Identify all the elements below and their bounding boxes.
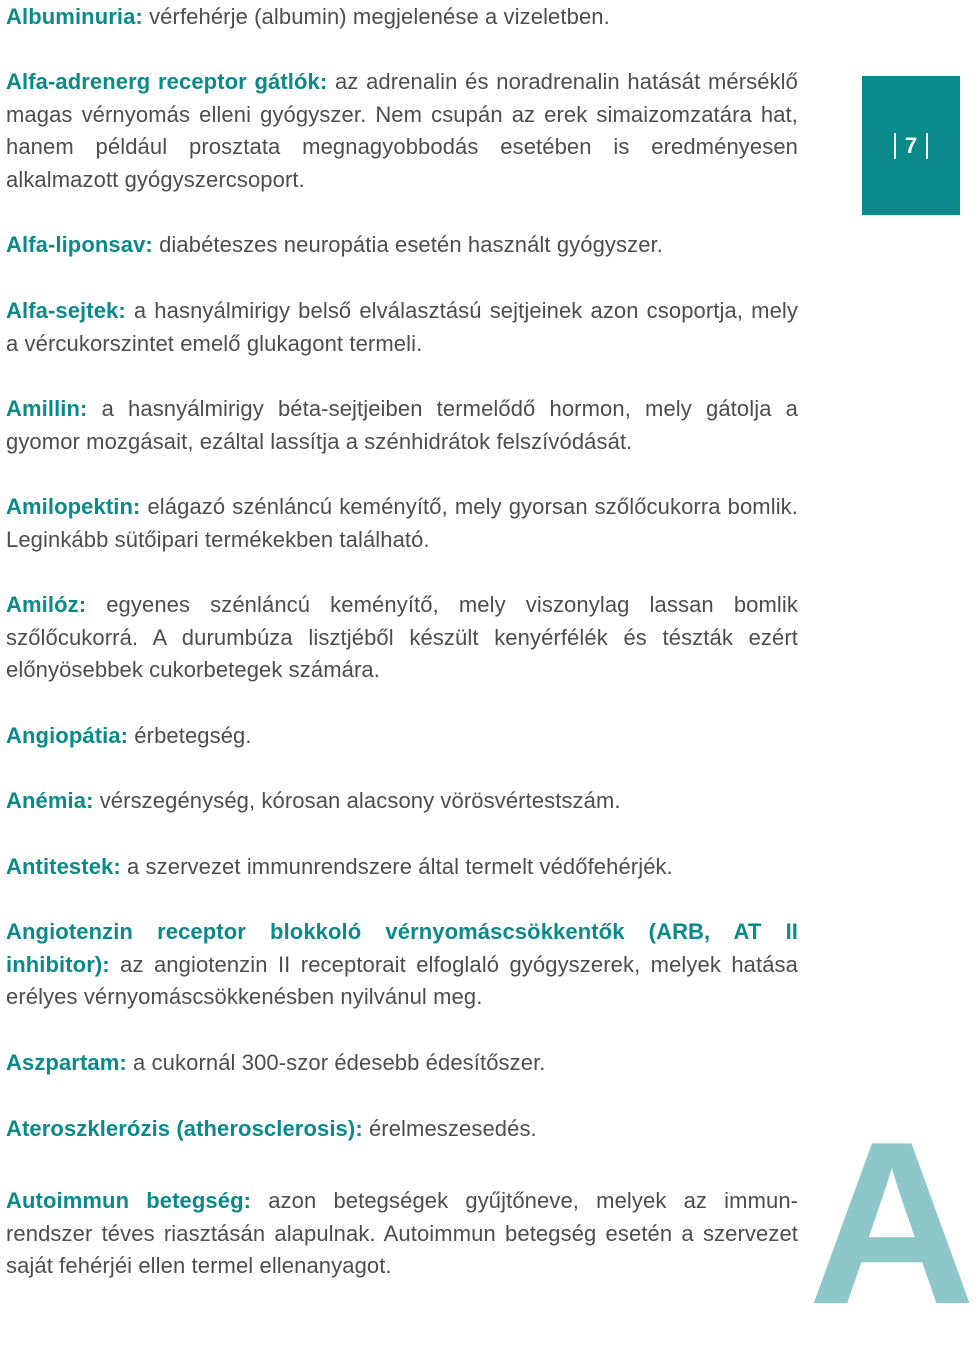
entry-term: Antitestek: <box>6 854 121 879</box>
entry-definition: egyenes szénláncú keményítő, mely viszonylag lassan bomlik szőlőcukorrá. A durumbúza lisztjéből készült kenyérfélék és tészták ezért előnyösebbek cukorbetegek számára. <box>6 592 798 683</box>
glossary-entry <box>6 1 798 34</box>
page-number-tab <box>862 76 960 215</box>
page-number: 7 <box>904 132 918 158</box>
page-number-divider <box>894 133 896 159</box>
glossary-entry <box>6 393 798 458</box>
glossary-entry <box>6 589 798 687</box>
entry-term: Alfa-adrenerg receptor gátlók: <box>6 69 328 94</box>
entry-definition: a szervezet immunrendszere által termelt védőfehérjék. <box>120 854 673 879</box>
glossary-entry <box>6 1185 798 1283</box>
glossary-entry <box>6 66 798 197</box>
entry-term: Anémia: <box>6 788 94 813</box>
entry-definition: az adrenalin és noradrenalin hatását mérséklő magas vérnyomás elleni gyógyszer. Nem csupán az erek simaizomzatára hat, hanem például prosztata megnagyobbodás esetében is eredményesen alkalmazott gyógyszercsoport. <box>6 69 798 193</box>
glossary-entry <box>6 229 798 262</box>
entry-definition: a hasnyálmirigy belső elválasztású sejtjeinek azon csoportja, mely a vércukorszintet emelő glukagont termeli. <box>6 298 798 356</box>
entry-term: Angiopátia: <box>6 723 129 748</box>
glossary-entry <box>6 1047 798 1080</box>
entry-definition: az angiotenzin II receptorait elfoglaló gyógyszerek, melyek hatása erélyes vérnyomáscsökkenésben nyilvánul meg. <box>6 951 798 1010</box>
entry-definition: diabéteszes neuropátia esetén használt gyógyszer. <box>152 232 663 257</box>
entry-definition: érelmeszesedés. <box>362 1116 537 1141</box>
entry-term: Alfa-sejtek: <box>6 298 126 323</box>
entry-definition: vérszegénység, kórosan alacsony vörösvértestszám. <box>93 788 621 813</box>
glossary-entry <box>6 720 798 753</box>
glossary-entry <box>6 916 798 1014</box>
glossary-entry <box>6 295 798 360</box>
entry-term: Autoimmun betegség: <box>6 1188 252 1213</box>
entry-term: Amilóz: <box>6 592 87 617</box>
entry-term: Aszpartam: <box>6 1050 127 1075</box>
entry-term: Alfa-liponsav: <box>6 232 153 257</box>
glossary-entry <box>6 851 798 884</box>
glossary-entry <box>6 491 798 556</box>
entry-term: Amillin: <box>6 396 88 421</box>
page-number-divider <box>926 133 928 159</box>
section-letter: A <box>808 1094 976 1353</box>
glossary-entry <box>6 785 798 818</box>
entry-definition: vérfehérje (albumin) megjelenése a vizeletben. <box>142 4 610 29</box>
entry-definition: a cukornál 300-szor édesebb édesítőszer. <box>126 1050 546 1075</box>
entry-definition: érbetegség. <box>128 723 252 748</box>
entry-term: Albuminuria: <box>6 4 143 29</box>
entry-definition: azon betegségek gyűjtőneve, melyek az immunrendszer téves riasztásán alapulnak. Autoimmun betegség esetén a szervezet saját fehérjéi ellen termel ellenanyagot. <box>6 1188 798 1279</box>
entry-term: Angiotenzin receptor blokkoló vérnyomáscsökkentők (ARB, AT II inhibitor): <box>6 919 798 977</box>
entry-term: Amilopektin: <box>6 494 141 519</box>
entry-definition: a hasnyálmirigy béta-sejtjeiben termelődő hormon, mely gátolja a gyomor mozgásait, ezáltal lassítja a szénhidrátok felszívódását. <box>6 396 798 454</box>
entry-term: Ateroszklerózis (atherosclerosis): <box>6 1116 363 1141</box>
glossary-entry <box>6 1113 798 1146</box>
entry-definition: elágazó szénláncú keményítő, mely gyorsan szőlőcukorra bomlik. Leginkább sütőipari termékekben található. <box>6 494 798 552</box>
